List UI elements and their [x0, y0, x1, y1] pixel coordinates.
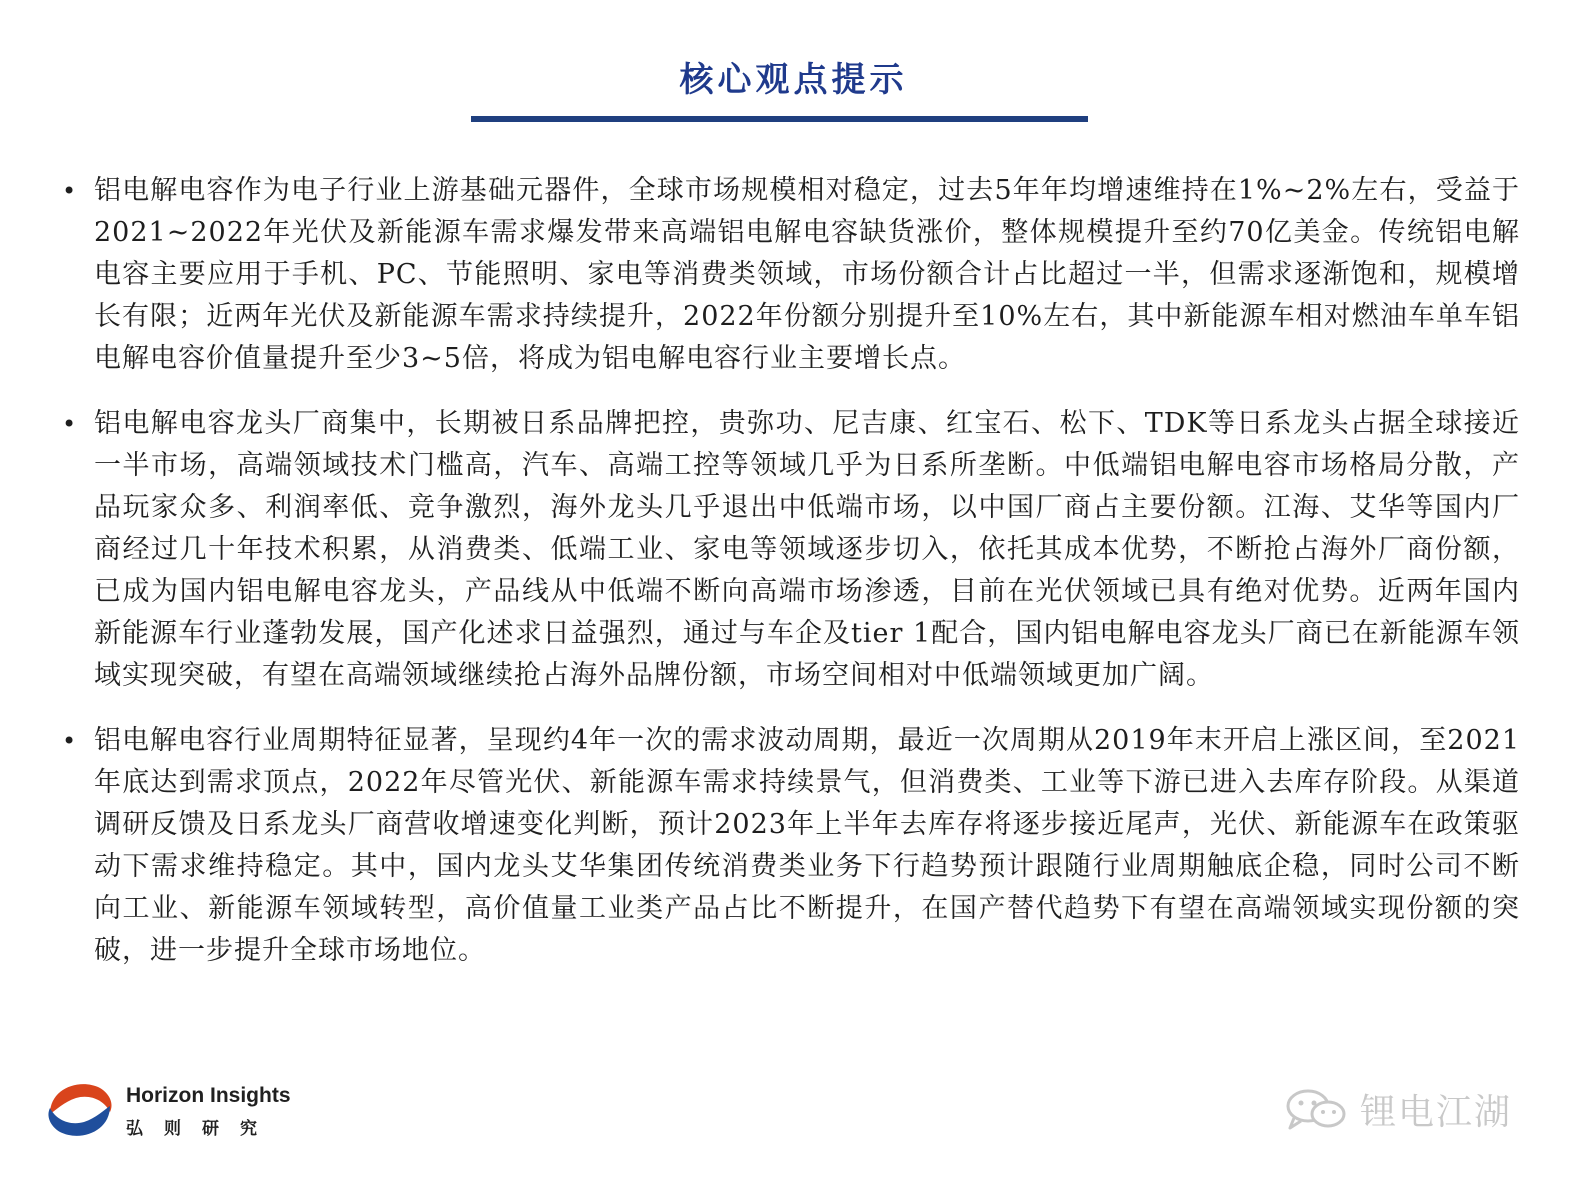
key-point — [62, 170, 1520, 380]
brand-name-en: Horizon Insights — [126, 1084, 291, 1107]
bullet-icon: • — [62, 410, 78, 438]
key-point-text: 铝电解电容行业周期特征显著，呈现约4年一次的需求波动周期，最近一次周期从2019年末开启上涨区间，至2021年底达到需求顶点，2022年尽管光伏、新能源车需求持续景气，但消费类、工业等下游已进入去库存阶段。从渠道调研反馈及日系龙头厂商营收增速变化判断，预计2023年上半年去库存将逐步接近尾声，光伏、新能源车在政策驱动下需求维持稳定。其中，国内龙头艾华集团传统消费类业务下行趋势预计跟随行业周期触底企稳，同时公司不断向工业、新能源车领域转型，高价值量工业类产品占比不断提升，在国产替代趋势下有望在高端领域实现份额的突破，进一步提升全球市场地位。 — [94, 725, 1520, 966]
horizon-swirl-icon — [44, 1074, 116, 1146]
brand-footer — [44, 1074, 304, 1154]
key-point-text: 铝电解电容作为电子行业上游基础元器件，全球市场规模相对稳定，过去5年年均增速维持在1%~2%左右，受益于2021~2022年光伏及新能源车需求爆发带来高端铝电解电容缺货涨价，整体规模提升至约70亿美金。传统铝电解电容主要应用于手机、PC、节能照明、家电等消费类领域，市场份额合计占比超过一半，但需求逐渐饱和，规模增长有限；近两年光伏及新能源车需求持续提升，2022年份额分别提升至10%左右，其中新能源车相对燃油车单车铝电解电容价值量提升至少3~5倍，将成为铝电解电容行业主要增长点。 — [94, 175, 1520, 374]
title-underline — [471, 116, 1088, 122]
bullet-icon: • — [62, 727, 78, 755]
wechat-icon — [1284, 1086, 1350, 1134]
wechat-watermark — [1284, 1080, 1524, 1136]
brand-name-cn: 弘则研究 — [126, 1119, 278, 1139]
key-point — [62, 403, 1520, 697]
key-points-list — [62, 170, 1520, 995]
watermark-text: 锂电江湖 — [1360, 1092, 1513, 1133]
page-title: 核心观点提示 — [679, 60, 908, 100]
bullet-icon: • — [62, 177, 78, 205]
key-point — [62, 720, 1520, 972]
key-point-text: 铝电解电容龙头厂商集中，长期被日系品牌把控，贵弥功、尼吉康、红宝石、松下、TDK等日系龙头占据全球接近一半市场，高端领域技术门槛高，汽车、高端工控等领域几乎为日系所垄断。中低端铝电解电容市场格局分散，产品玩家众多、利润率低、竞争激烈，海外龙头几乎退出中低端市场，以中国厂商占主要份额。江海、艾华等国内厂商经过几十年技术积累，从消费类、低端工业、家电等领域逐步切入，依托其成本优势，不断抢占海外厂商份额，已成为国内铝电解电容龙头，产品线从中低端不断向高端市场渗透，目前在光伏领域已具有绝对优势。近两年国内新能源车行业蓬勃发展，国产化述求日益强烈，通过与车企及tier 1配合，国内铝电解电容龙头厂商已在新能源车领域实现突破，有望在高端领域继续抢占海外品牌份额，市场空间相对中低端领域更加广阔。 — [94, 408, 1520, 691]
